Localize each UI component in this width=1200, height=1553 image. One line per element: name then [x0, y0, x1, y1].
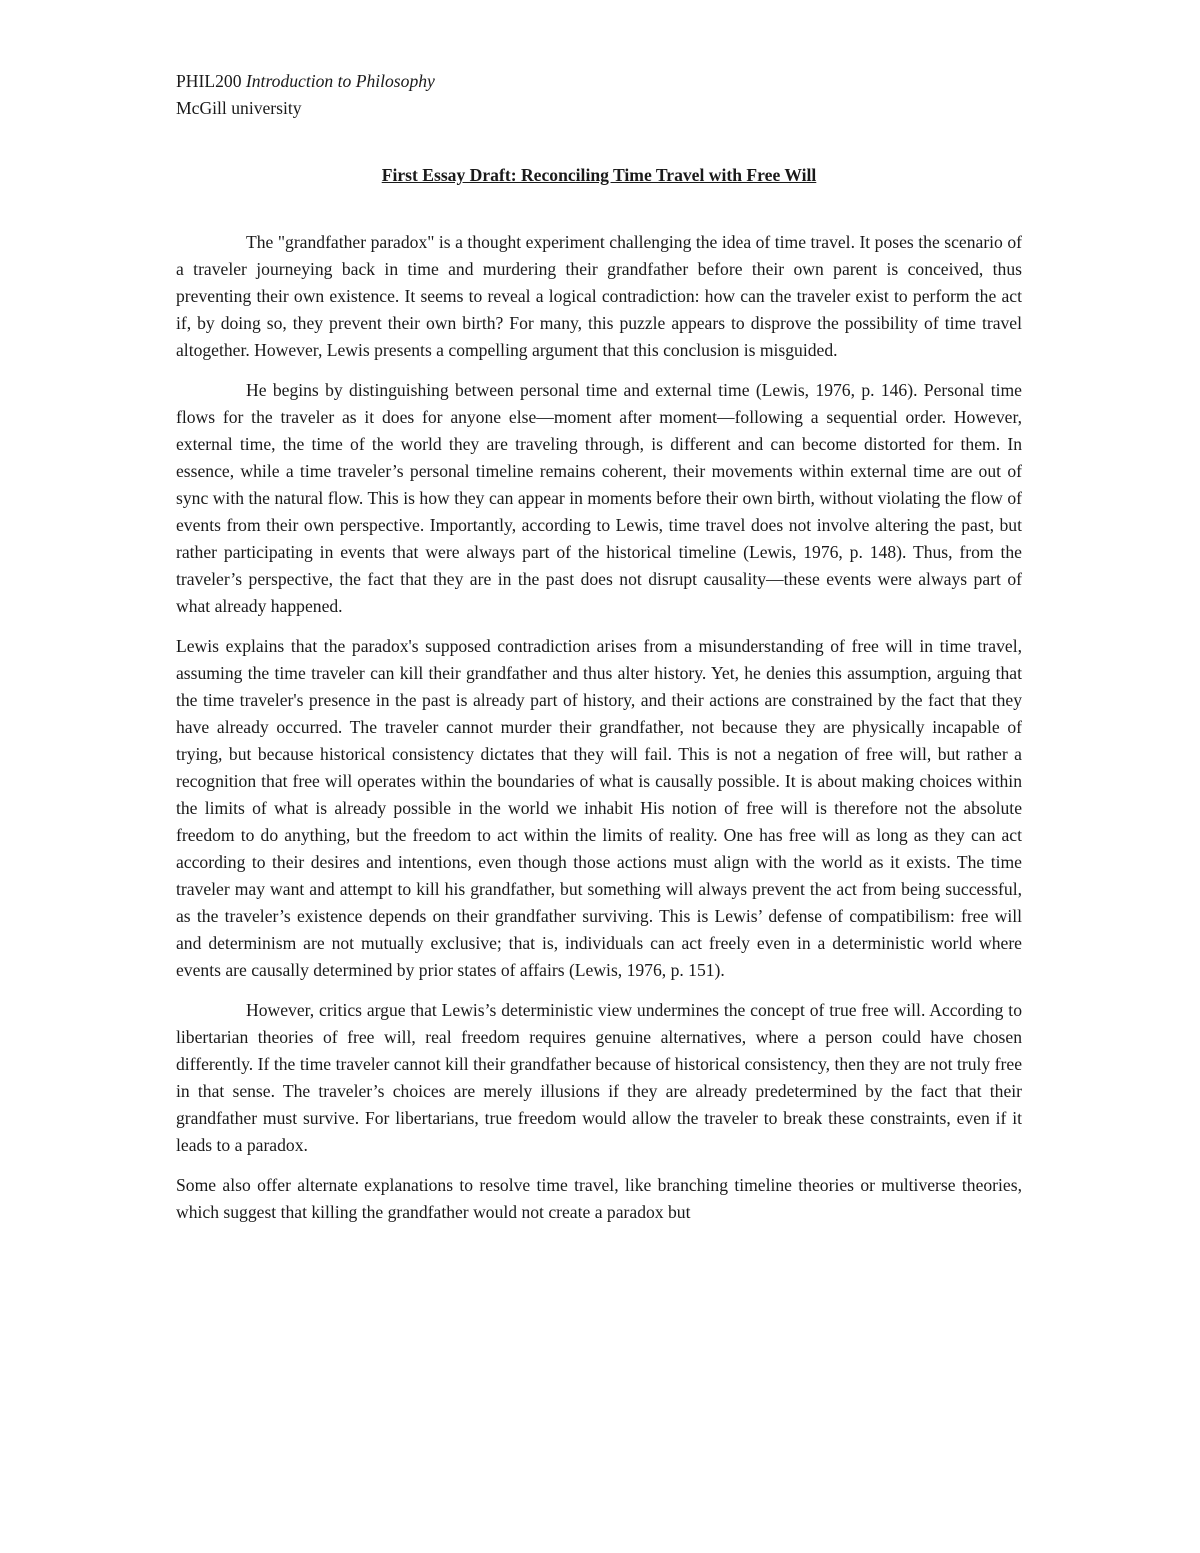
paragraph-5: Some also offer alternate explanations to resolve time travel, like branching timeline theories or multiverse theories, which suggest that killing the grandfather would not create a paradox but [176, 1175, 1022, 1222]
course-code: PHIL200 [176, 71, 242, 91]
paragraph-1: The "grandfather paradox" is a thought experiment challenging the idea of time travel. It poses the scenario of a traveler journeying back in time and murdering their grandfather before their own parent is conceived, thus preventing their own existence. It seems to reveal a logical contradiction: how can the traveler exist to perform the act if, by doing so, they prevent their own birth? For many, this puzzle appears to disprove the possibility of time travel altogether. However, Lewis presents a compelling argument that this conclusion is misguided. [176, 232, 1022, 360]
university-line: McGill university [176, 98, 302, 118]
document-body [176, 68, 1022, 1239]
paragraph-3: Lewis explains that the paradox's supposed contradiction arises from a misunderstanding of free will in time travel, assuming the time traveler can kill their grandfather and thus alter history. Yet, he denies this assumption, arguing that the time traveler's presence in the past is already part of history, and their actions are constrained by the fact that they have already occurred. The traveler cannot murder their grandfather, not because they are physically incapable of trying, but because historical consistency dictates that they will fail. This is not a negation of free will, but rather a recognition that free will operates within the boundaries of what is causally possible. It is about making choices within the limits of what is already possible in the world we inhabit His notion of free will is therefore not the absolute freedom to do anything, but the freedom to act within the limits of reality. One has free will as long as they can act according to their desires and intentions, even though those actions must align with the world as it exists. The time traveler may want and attempt to kill his grandfather, but something will always prevent the act from being successful, as the traveler’s existence depends on their grandfather surviving. This is Lewis’ defense of compatibilism: free will and determinism are not mutually exclusive; that is, individuals can act freely even in a deterministic world where events are causally determined by prior states of affairs (Lewis, 1976, p. 151). [176, 636, 1022, 980]
paragraph-4: However, critics argue that Lewis’s deterministic view undermines the concept of true free will. According to libertarian theories of free will, real freedom requires genuine alternatives, where a person could have chosen differently. If the time traveler cannot kill their grandfather because of historical consistency, then they are not truly free in that sense. The traveler’s choices are merely illusions if they are already predetermined by the fact that their grandfather must survive. For libertarians, true freedom would allow the traveler to break these constraints, even if it leads to a paradox. [176, 1000, 1022, 1155]
essay-title: First Essay Draft: Reconciling Time Travel with Free Will [381, 165, 817, 185]
paragraph-2: He begins by distinguishing between personal time and external time (Lewis, 1976, p. 146). Personal time flows for the traveler as it does for anyone else—moment after moment—following a sequential order. However, external time, the time of the world they are traveling through, is different and can become distorted for them. In essence, while a time traveler’s personal timeline remains coherent, their movements within external time are out of sync with the natural flow. This is how they can appear in moments before their own birth, without violating the flow of events from their own perspective. Importantly, according to Lewis, time travel does not involve altering the past, but rather participating in events that were always part of the historical timeline (Lewis, 1976, p. 148). Thus, from the traveler’s perspective, the fact that they are in the past does not disrupt causality—these events were always part of what already happened. [176, 380, 1022, 616]
course-line [176, 68, 1022, 95]
course-name: Introduction to Philosophy [245, 71, 435, 91]
